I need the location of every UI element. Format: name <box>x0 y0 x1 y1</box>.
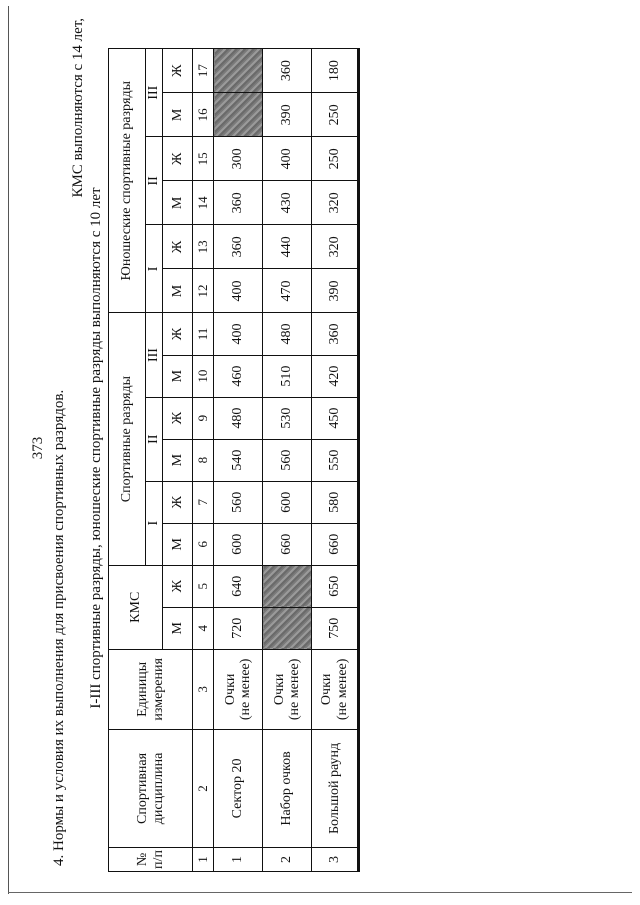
value-cell: 360 <box>312 313 359 355</box>
header-kms: КМС <box>109 565 163 649</box>
value-cell: 430 <box>263 181 312 225</box>
value-cell: 400 <box>263 137 312 181</box>
value-cell: 600 <box>263 481 312 523</box>
header-youth-III: III <box>146 49 163 137</box>
value-cell: 480 <box>263 313 312 355</box>
header-sport-ranks: Спортивные разряды <box>109 313 146 565</box>
discipline-cell: Большой раунд <box>312 729 359 847</box>
value-cell: 720 <box>214 607 263 649</box>
value-cell: 660 <box>263 523 312 565</box>
discipline-cell: Сектор 20 <box>214 729 263 847</box>
value-cell: 750 <box>312 607 359 649</box>
value-cell: 250 <box>312 93 359 137</box>
header-discipline: Спортивная дисциплина <box>109 729 193 847</box>
column-number: 17 <box>193 49 214 93</box>
header-gender-m: М <box>163 181 193 225</box>
row-number: 3 <box>312 847 359 871</box>
column-number: 12 <box>193 269 214 313</box>
value-cell: 640 <box>214 565 263 607</box>
value-cell: 660 <box>312 523 359 565</box>
column-number: 9 <box>193 397 214 439</box>
value-cell: 420 <box>312 355 359 397</box>
column-number: 13 <box>193 225 214 269</box>
header-youth-ranks: Юношеские спортивные разряды <box>109 49 146 313</box>
blank-cell <box>214 49 263 93</box>
column-number: 14 <box>193 181 214 225</box>
value-cell: 360 <box>263 49 312 93</box>
header-gender-m: М <box>163 439 193 481</box>
column-number: 15 <box>193 137 214 181</box>
value-cell: 600 <box>214 523 263 565</box>
column-number: 11 <box>193 313 214 355</box>
rotated-document <box>20 18 620 878</box>
page-number: 373 <box>30 436 46 460</box>
value-cell: 400 <box>214 269 263 313</box>
column-number: 6 <box>193 523 214 565</box>
column-number: 2 <box>193 729 214 847</box>
header-gender-m: М <box>163 355 193 397</box>
section-heading: 4. Нормы и условия их выполнения для присвоения спортивных разрядов. <box>51 389 67 866</box>
table-row <box>312 49 359 872</box>
kms-age-note: КМС выполняются с 14 лет, <box>70 18 86 198</box>
header-sport-I: I <box>146 481 163 565</box>
value-cell: 440 <box>263 225 312 269</box>
header-sport-III: III <box>146 313 163 397</box>
discipline-cell: Набор очков <box>263 729 312 847</box>
header-gender-f: Ж <box>163 137 193 181</box>
header-units: Единицы измерения <box>109 649 193 729</box>
header-row-1 <box>109 49 146 872</box>
value-cell: 480 <box>214 397 263 439</box>
value-cell: 550 <box>312 439 359 481</box>
value-cell: 510 <box>263 355 312 397</box>
header-youth-I: I <box>146 225 163 313</box>
header-gender-m: М <box>163 93 193 137</box>
value-cell: 450 <box>312 397 359 439</box>
table-row <box>263 49 312 872</box>
value-cell: 320 <box>312 225 359 269</box>
value-cell: 560 <box>214 481 263 523</box>
table-caption: I-III спортивные разряды, юношеские спортивные разряды выполняются с 10 лет <box>88 187 104 709</box>
table-row <box>214 49 263 872</box>
header-gender-f: Ж <box>163 313 193 355</box>
unit-cell: Очки (не менее) <box>214 649 263 729</box>
value-cell: 470 <box>263 269 312 313</box>
header-gender-m: М <box>163 523 193 565</box>
page-left-border <box>8 6 9 894</box>
value-cell: 460 <box>214 355 263 397</box>
header-num: № п/п <box>109 847 193 871</box>
value-cell: 250 <box>312 137 359 181</box>
norms-table <box>108 48 360 872</box>
blank-cell <box>214 93 263 137</box>
header-gender-f: Ж <box>163 565 193 607</box>
column-number: 5 <box>193 565 214 607</box>
header-gender-m: М <box>163 607 193 649</box>
value-cell: 580 <box>312 481 359 523</box>
header-gender-f: Ж <box>163 481 193 523</box>
header-gender-f: Ж <box>163 225 193 269</box>
header-youth-II: II <box>146 137 163 225</box>
column-number: 7 <box>193 481 214 523</box>
column-number: 4 <box>193 607 214 649</box>
unit-cell: Очки (не менее) <box>312 649 359 729</box>
value-cell: 320 <box>312 181 359 225</box>
value-cell: 360 <box>214 225 263 269</box>
value-cell: 530 <box>263 397 312 439</box>
header-sport-II: II <box>146 397 163 481</box>
blank-cell <box>263 607 312 649</box>
page-bottom-border <box>8 892 632 893</box>
value-cell: 300 <box>214 137 263 181</box>
value-cell: 400 <box>214 313 263 355</box>
value-cell: 650 <box>312 565 359 607</box>
value-cell: 560 <box>263 439 312 481</box>
header-gender-f: Ж <box>163 397 193 439</box>
row-number: 1 <box>214 847 263 871</box>
value-cell: 390 <box>263 93 312 137</box>
column-number: 10 <box>193 355 214 397</box>
value-cell: 360 <box>214 181 263 225</box>
header-gender-m: М <box>163 269 193 313</box>
column-number: 8 <box>193 439 214 481</box>
column-number: 16 <box>193 93 214 137</box>
blank-cell <box>263 565 312 607</box>
header-gender-f: Ж <box>163 49 193 93</box>
column-number: 1 <box>193 847 214 871</box>
row-number: 2 <box>263 847 312 871</box>
value-cell: 390 <box>312 269 359 313</box>
column-number-row <box>193 49 214 872</box>
value-cell: 540 <box>214 439 263 481</box>
unit-cell: Очки (не менее) <box>263 649 312 729</box>
column-number: 3 <box>193 649 214 729</box>
value-cell: 180 <box>312 49 359 93</box>
